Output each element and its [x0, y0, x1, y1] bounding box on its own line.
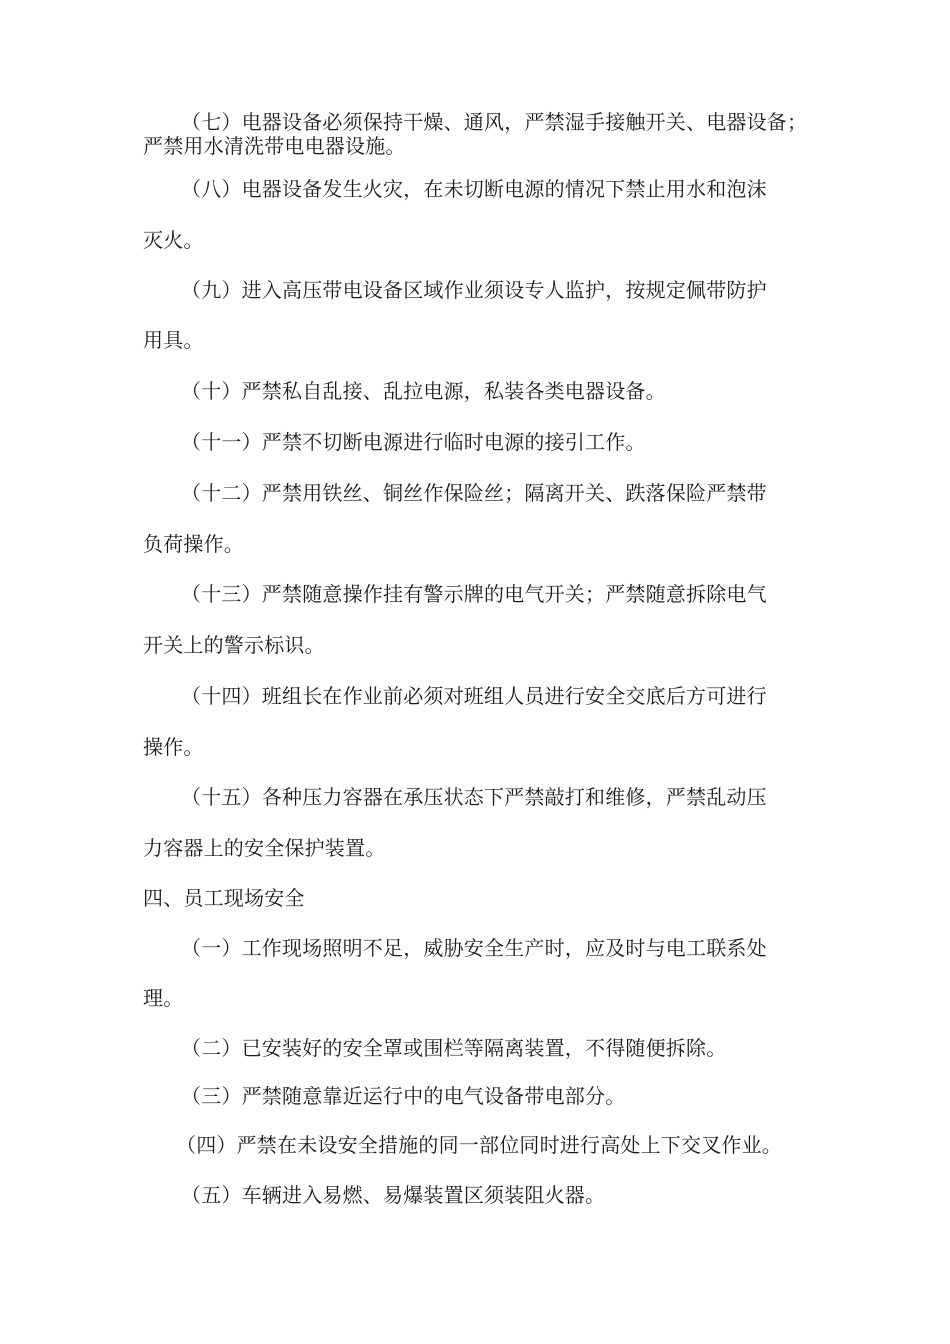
paragraph-15-line-1: （十五）各种压力容器在承压状态下严禁敲打和维修，严禁乱动压 [181, 785, 767, 809]
section-item-1-line-2: 理。 [143, 986, 184, 1010]
section-item-4-line-1: （四）严禁在未设安全措施的同一部位同时进行高处上下交叉作业。 [176, 1133, 782, 1157]
section-item-5-line-1: （五）车辆进入易燃、易爆装置区须装阻火器。 [181, 1183, 606, 1207]
paragraph-14-line-2: 操作。 [143, 735, 204, 759]
paragraph-11-line-1: （十一）严禁不切断电源进行临时电源的接引工作。 [181, 430, 646, 454]
paragraph-12-line-2: 负荷操作。 [143, 532, 244, 556]
section-item-1-line-1: （一）工作现场照明不足，威胁安全生产时，应及时与电工联系处 [181, 936, 767, 960]
section-item-3-line-1: （三）严禁随意靠近运行中的电气设备带电部分。 [181, 1084, 626, 1108]
paragraph-8-line-2: 灭火。 [143, 228, 204, 252]
section-item-2-line-1: （二）已安装好的安全罩或围栏等隔离装置，不得随便拆除。 [181, 1036, 727, 1060]
paragraph-13-line-1: （十三）严禁随意操作挂有警示牌的电气开关；严禁随意拆除电气 [181, 582, 767, 606]
paragraph-8-line-1: （八）电器设备发生火灾，在未切断电源的情况下禁止用水和泡沫 [181, 177, 767, 201]
paragraph-12-line-1: （十二）严禁用铁丝、铜丝作保险丝；隔离开关、跌落保险严禁带 [181, 481, 767, 505]
paragraph-13-line-2: 开关上的警示标识。 [143, 633, 325, 657]
paragraph-7-line-1: （七）电器设备必须保持干燥、通风，严禁湿手接触开关、电器设备； [181, 110, 808, 134]
paragraph-9-line-1: （九）进入高压带电设备区域作业须设专人监护，按规定佩带防护 [181, 278, 767, 302]
paragraph-9-line-2: 用具。 [143, 328, 204, 352]
section-heading: 四、员工现场安全 [143, 886, 305, 910]
paragraph-10-line-1: （十）严禁私自乱接、乱拉电源，私装各类电器设备。 [181, 379, 666, 403]
paragraph-7-line-2: 严禁用水清洗带电电器设施。 [143, 134, 406, 158]
paragraph-14-line-1: （十四）班组长在作业前必须对班组人员进行安全交底后方可进行 [181, 684, 767, 708]
paragraph-15-line-2: 力容器上的安全保护装置。 [143, 836, 386, 860]
